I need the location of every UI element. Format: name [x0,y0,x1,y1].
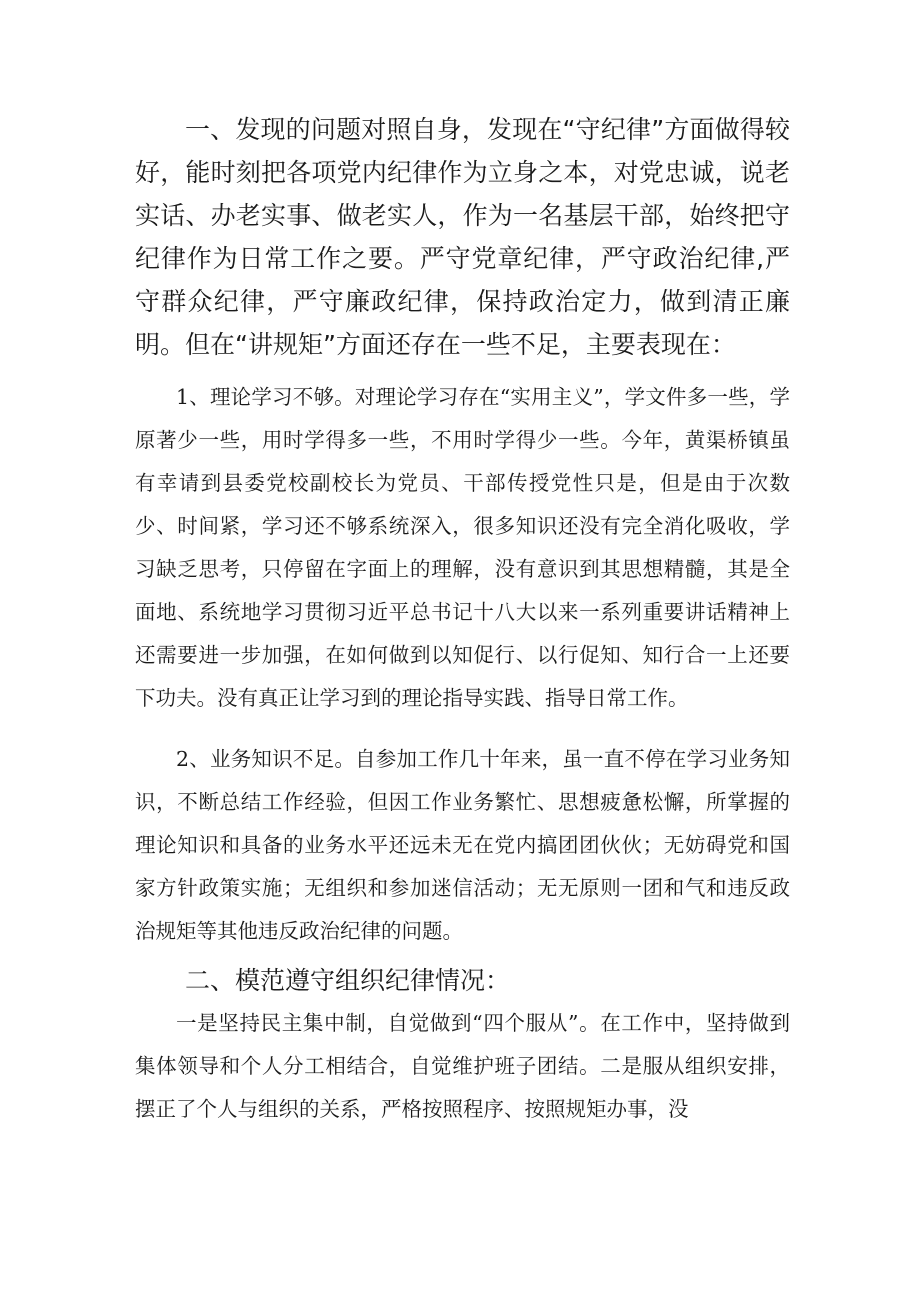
section-one-intro-paragraph: 一、发现的问题对照自身，发现在“守纪律”方面做得较好，能时刻把各项党内纪律作为立身之本，对党忠诚，说老实话、办老实事、做老实人，作为一名基层干部，始终把守纪律作为日常工作之要。严守党章纪律，严守政治纪律,严守群众纪律，严守廉政纪律，保持政治定力，做到清正廉明。但在“讲规矩”方面还存在一些不足，主要表现在： [135,115,790,359]
document-body [135,108,790,1131]
organizational-discipline-paragraph: 一是坚持民主集中制，自觉做到“四个服从”。在工作中，坚持做到集体领导和个人分工相结合，自觉维护班子团结。二是服从组织安排，摆正了个人与组织的关系，严格按照程序、按照规矩办事，没 [135,1011,790,1121]
section-two-heading: 二、模范遵守组织纪律情况： [185,966,511,995]
theory-study-paragraph: 1、理论学习不够。对理论学习存在“实用主义”，学文件多一些，学原著少一些，用时学得多一些，不用时学得少一些。今年，黄渠桥镇虽有幸请到县委党校副校长为党员、干部传授党性只是，但是由于次数少、时间紧，学习还不够系统深入，很多知识还没有完全消化吸收，学习缺乏思考，只停留在字面上的理解，没有意识到其思想精髓，其是全面地、系统地学习贯彻习近平总书记十八大以来一系列重要讲话精神上还需要进一步加强，在如何做到以知促行、以行促知、知行合一上还要下功夫。没有真正让学习到的理论指导实践、指导日常工作。 [135,385,790,710]
business-knowledge-paragraph: 2、业务知识不足。自参加工作几十年来，虽一直不停在学习业务知识，不断总结工作经验，但因工作业务繁忙、思想疲惫松懈，所掌握的理论知识和具备的业务水平还远未无在党内搞团团伙伙；无妨碍党和国家方针政策实施；无组织和参加迷信活动；无无原则一团和气和违反政治规矩等其他违反政治纪律的问题。 [135,747,790,943]
